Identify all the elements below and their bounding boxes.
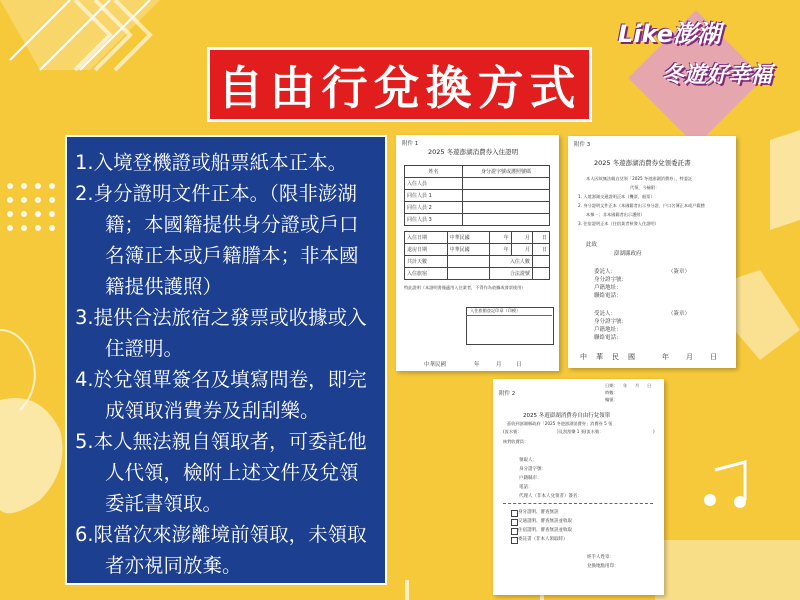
form-redemption-slip <box>493 379 664 595</box>
form2-check-2-label: 交通證明、審查無誤並收取 <box>518 519 572 524</box>
form2-check-4-label: 委託書（非本人領取時） <box>518 537 568 542</box>
form1-row-3: 同住人員 2 <box>405 202 463 214</box>
form1-stay-table <box>404 231 550 280</box>
form2-footer-1: 經手人姓章： <box>587 555 614 560</box>
form2-check-3 <box>511 528 518 535</box>
form2-check-3-label: 住宿證明、審查無誤並收取 <box>518 528 572 533</box>
form1-note: 特此證明（本證明書僅適用入住業者，不得作為收據或發票使用） <box>404 285 526 290</box>
form2-field-5: 代理人（非本人兌領者）簽名： <box>519 494 582 499</box>
form1-guest-table <box>404 165 550 226</box>
form3-footer-2: 華 <box>596 353 603 361</box>
form1-year-1: 年 <box>490 232 511 244</box>
form3-footer-1: 中 <box>580 353 587 361</box>
form3-field2-2: 身分證字號： <box>594 319 628 325</box>
form3-sign-2: （簽章） <box>668 311 691 317</box>
form2-date-month: 月 <box>635 383 640 388</box>
form2-line-5: 核對收費員： <box>503 439 529 444</box>
form1-title: 2025 冬遊澎湖消費券入住證明 <box>428 148 519 156</box>
step-2: 2.身分證明文件正本。（限非澎湖籍；本國籍提供身分證或戶口名簿正本或戶籍謄本；非本國籍提供護照） <box>75 182 359 298</box>
form2-line-1: 茲收到澎湖縣政府「2025 冬遊澎湖消費券」消費券 5 張 <box>507 421 613 426</box>
form2-check-4 <box>511 537 518 544</box>
form3-to: 此致 <box>586 242 598 248</box>
form3-field2-3: 戶籍地址： <box>594 327 622 333</box>
form2-field-1: 領取人： <box>519 458 537 463</box>
title-banner <box>207 47 592 122</box>
step-5: 5.本人無法親自領取者，可委託他人代領，檢附上述文件及兌領委託書領取。 <box>75 430 367 515</box>
form3-field-1: 委託人： <box>594 269 617 275</box>
form2-line-2: (流水號： <box>503 429 522 434</box>
form2-date-label: 日期： <box>605 383 618 388</box>
form3-footer-7: 日 <box>710 353 717 361</box>
step-4: 4.於兌領單簽名及填寫問卷，即完成領取消費券及刮刮樂。 <box>75 368 367 422</box>
step-1: 1.入境登機證或船票紙本正本。 <box>75 151 348 174</box>
form3-body-6: 3. 住宿證明正本（住宿業者核發入住證明） <box>578 221 659 226</box>
form1-month-2: 月 <box>511 244 532 256</box>
form2-field-2: 身分證字號： <box>519 467 546 472</box>
form1-row-2: 同住人員 1 <box>405 190 463 202</box>
form1-day-2: 日 <box>532 244 549 256</box>
form2-field-3: 戶籍縣市： <box>519 476 542 481</box>
form2-hours-label: 時數： <box>605 390 618 395</box>
form3-field2-4: 聯絡電話： <box>594 335 622 341</box>
form3-field-3: 戶籍地址： <box>594 285 622 291</box>
form3-footer-5: 年 <box>662 353 669 361</box>
form3-body-5: 本擇一；非本國籍者出示護照） <box>586 212 645 217</box>
form1-year-2: 年 <box>490 244 511 256</box>
form2-check-1 <box>511 510 518 517</box>
form1-checkout: 退房日期 <box>405 244 448 256</box>
form1-minguo-2: 中華民國 <box>447 244 490 256</box>
form1-license: 合法證號 <box>490 268 533 280</box>
form1-nights: 共計天數 <box>405 256 448 268</box>
form3-title: 2025 冬遊澎湖消費券兌領委託書 <box>594 159 691 167</box>
form2-field-4: 電話： <box>519 485 533 490</box>
form3-org: 澎湖縣政府 <box>614 251 642 257</box>
form2-tag: 附件 2 <box>499 391 516 397</box>
form1-row-1: 入住人員 <box>405 178 463 190</box>
logo-top-text: Like澎湖 <box>618 20 721 48</box>
form2-line-4: ) <box>653 429 655 434</box>
form2-title: 2025 冬遊澎湖消費券自由行兌領單 <box>523 413 611 419</box>
form-authorization-letter <box>568 136 736 368</box>
form3-body-1: 本人因故無法親自兌領「2025 冬遊澎湖消費券」，特委託 <box>586 176 693 181</box>
form3-footer-4: 國 <box>628 353 635 361</box>
form1-header-left: 姓名 <box>405 166 463 178</box>
form1-header-right: 身分證字號或護照號碼 <box>463 166 550 178</box>
form3-sign-1: （簽章） <box>668 269 691 275</box>
form1-tag: 附件 1 <box>402 141 419 147</box>
form2-serial-label: 編號： <box>605 397 618 402</box>
form1-footer-day: 日 <box>516 362 522 368</box>
form3-footer-6: 月 <box>686 353 693 361</box>
form1-month-1: 月 <box>511 232 532 244</box>
step-6: 6.限當次來澎離境前領取，未領取者亦視同放棄。 <box>75 523 367 577</box>
form1-checkin: 入住日期 <box>405 232 448 244</box>
form2-date-day: 日 <box>647 383 652 388</box>
form3-body-2: 代領，今檢附： <box>630 185 660 190</box>
form1-day-1: 日 <box>532 232 549 244</box>
form2-date-year: 年 <box>623 383 628 388</box>
form1-minguo-1: 中華民國 <box>447 232 490 244</box>
logo-bottom-text: 冬遊好幸福 <box>662 63 773 88</box>
form2-check-2 <box>511 519 518 526</box>
form3-body-4: 2. 身分證明文件正本（本國籍者出示身分證、戶口名簿正本或戶籍謄 <box>578 203 705 208</box>
form3-field-4: 聯絡電話： <box>594 293 622 299</box>
form3-field2-1: 受託人： <box>594 311 617 317</box>
form1-footer-month: 月 <box>496 362 502 368</box>
form1-footer-minguo: 中華民國 <box>424 362 447 368</box>
form2-footer-2: 兌換地點用印： <box>587 564 619 569</box>
form3-tag: 附件 3 <box>574 142 591 148</box>
form3-footer-3: 民 <box>612 353 619 361</box>
form1-guests: 入住人數 <box>490 256 533 268</box>
form-checkin-certificate <box>396 135 559 371</box>
page-title: 自由行兌換方式 <box>217 60 582 115</box>
form2-line-3: )及刮刮樂 1 張(流水號： <box>557 429 604 434</box>
form1-hotel: 入住旅宿 <box>405 268 448 280</box>
form1-footer-year: 年 <box>474 362 480 368</box>
form1-stamp-label: 入住旅館登記印章（印模） <box>470 308 521 313</box>
step-3: 3.提供合法旅宿之發票或收據或入住證明。 <box>75 306 367 360</box>
form3-field-2: 身分證字號： <box>594 277 628 283</box>
form1-row-4: 同住人員 3 <box>405 214 463 226</box>
form2-check-1-label: 身分證明、審查無誤 <box>518 510 559 515</box>
instructions-panel <box>65 135 387 585</box>
form3-body-3: 1. 入境澎湖交通證明正本（機票、船票） <box>578 194 655 199</box>
